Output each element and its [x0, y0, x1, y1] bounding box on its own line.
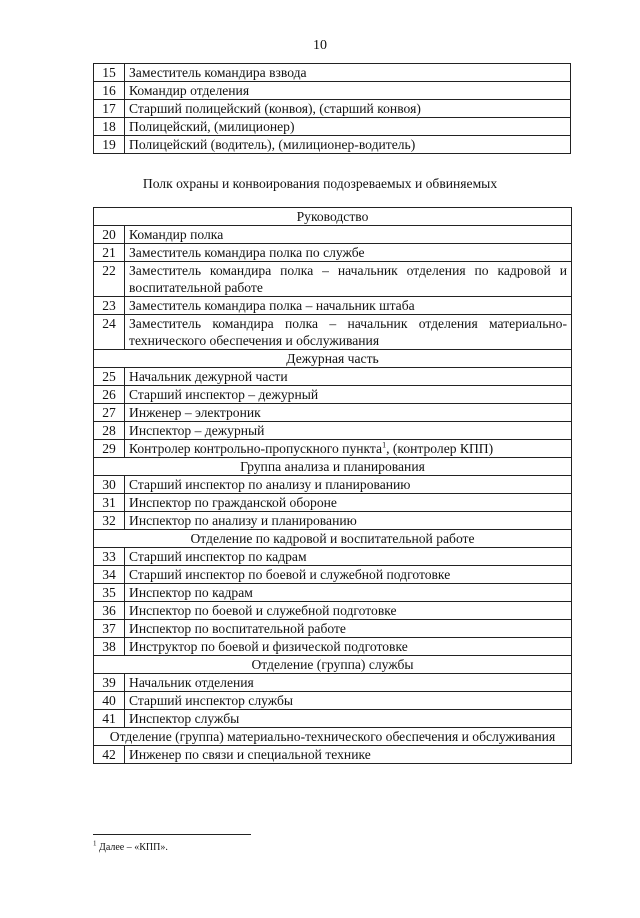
table-row — [94, 566, 572, 584]
section-row — [94, 530, 572, 548]
row-number: 38 — [94, 638, 125, 656]
row-number: 25 — [94, 368, 125, 386]
table-row — [94, 674, 572, 692]
position-title: Старший инспектор по боевой и служебной подготовке — [125, 566, 572, 584]
footnote-mark: 1 — [93, 839, 97, 848]
page-number: 10 — [313, 38, 327, 53]
table-row — [94, 82, 571, 100]
section-title: Группа анализа и планирования — [94, 458, 572, 476]
table-row — [94, 422, 572, 440]
table-row — [94, 368, 572, 386]
table-row — [94, 262, 572, 297]
position-title: Старший инспектор по кадрам — [125, 548, 572, 566]
position-title: Старший инспектор – дежурный — [125, 386, 572, 404]
position-title: Инженер – электроник — [125, 404, 572, 422]
row-number: 26 — [94, 386, 125, 404]
row-number: 41 — [94, 710, 125, 728]
section-row — [94, 350, 572, 368]
table-row — [94, 494, 572, 512]
table-row — [94, 548, 572, 566]
table-row — [94, 315, 572, 350]
position-title: Старший полицейский (конвоя), (старший конвоя) — [125, 100, 571, 118]
table-row — [94, 118, 571, 136]
footnote-text: Далее – «КПП». — [96, 842, 168, 853]
row-number: 34 — [94, 566, 125, 584]
section-title: Дежурная часть — [94, 350, 572, 368]
row-number: 39 — [94, 674, 125, 692]
row-number: 17 — [94, 100, 125, 118]
main-table — [93, 207, 572, 764]
row-number: 16 — [94, 82, 125, 100]
table-row — [94, 440, 572, 458]
section-row — [94, 458, 572, 476]
row-number: 28 — [94, 422, 125, 440]
position-title: Инженер по связи и специальной технике — [125, 746, 572, 764]
section-title: Руководство — [94, 208, 572, 226]
table-row — [94, 710, 572, 728]
table-row — [94, 512, 572, 530]
section-row — [94, 208, 572, 226]
position-title: Начальник дежурной части — [125, 368, 572, 386]
table-row — [94, 620, 572, 638]
row-number: 31 — [94, 494, 125, 512]
table-row — [94, 64, 571, 82]
position-title: Полицейский (водитель), (милиционер-водитель) — [125, 136, 571, 154]
row-number: 27 — [94, 404, 125, 422]
table-row — [94, 692, 572, 710]
row-number: 24 — [94, 315, 125, 350]
top-table — [93, 63, 571, 154]
position-title: Заместитель командира полка – начальник штаба — [125, 297, 572, 315]
position-title: Инспектор по воспитательной работе — [125, 620, 572, 638]
table-row — [94, 244, 572, 262]
section-row — [94, 728, 572, 746]
row-number: 15 — [94, 64, 125, 82]
position-title: Инспектор по боевой и служебной подготовке — [125, 602, 572, 620]
table-row — [94, 386, 572, 404]
position-title: Инструктор по боевой и физической подготовке — [125, 638, 572, 656]
row-number: 40 — [94, 692, 125, 710]
footnote-ref: 1 — [382, 440, 387, 450]
section-title: Отделение (группа) материально-технического обеспечения и обслуживания — [94, 728, 572, 746]
table-row — [94, 100, 571, 118]
table-row — [94, 404, 572, 422]
position-title: Инспектор по анализу и планированию — [125, 512, 572, 530]
position-title: Инспектор по гражданской обороне — [125, 494, 572, 512]
row-number: 19 — [94, 136, 125, 154]
section-title: Отделение (группа) службы — [94, 656, 572, 674]
row-number: 36 — [94, 602, 125, 620]
position-title: Инспектор службы — [125, 710, 572, 728]
row-number: 42 — [94, 746, 125, 764]
section-title: Отделение по кадровой и воспитательной работе — [94, 530, 572, 548]
position-title-text: Контролер контрольно-пропускного пункта — [129, 441, 383, 456]
row-number: 35 — [94, 584, 125, 602]
row-number: 18 — [94, 118, 125, 136]
table-row — [94, 136, 571, 154]
position-title: Инспектор по кадрам — [125, 584, 572, 602]
table-row — [94, 584, 572, 602]
row-number: 32 — [94, 512, 125, 530]
section-heading: Полк охраны и конвоирования подозреваемых и обвиняемых — [142, 176, 498, 191]
position-title — [125, 440, 572, 458]
table-row — [94, 226, 572, 244]
row-number: 30 — [94, 476, 125, 494]
table-row — [94, 297, 572, 315]
section-row — [94, 656, 572, 674]
position-title: Старший инспектор по анализу и планированию — [125, 476, 572, 494]
position-title: Заместитель командира полка – начальник отделения материально-технического обеспечения и обслуживания — [125, 315, 572, 350]
table-row — [94, 638, 572, 656]
position-title: Инспектор – дежурный — [125, 422, 572, 440]
position-title: Заместитель командира полка – начальник отделения по кадровой и воспитательной работе — [125, 262, 572, 297]
row-number: 21 — [94, 244, 125, 262]
position-title: Начальник отделения — [125, 674, 572, 692]
row-number: 29 — [94, 440, 125, 458]
row-number: 23 — [94, 297, 125, 315]
position-title: Старший инспектор службы — [125, 692, 572, 710]
row-number: 37 — [94, 620, 125, 638]
row-number: 20 — [94, 226, 125, 244]
position-title: Заместитель командира полка по службе — [125, 244, 572, 262]
position-title: Заместитель командира взвода — [125, 64, 571, 82]
table-row — [94, 746, 572, 764]
table-row — [94, 602, 572, 620]
position-title: Полицейский, (милиционер) — [125, 118, 571, 136]
position-title: Командир полка — [125, 226, 572, 244]
position-title-suffix: , (контролер КПП) — [386, 441, 494, 456]
footnote — [93, 839, 168, 853]
footnote-divider — [93, 834, 251, 835]
position-title: Командир отделения — [125, 82, 571, 100]
row-number: 22 — [94, 262, 125, 297]
table-row — [94, 476, 572, 494]
row-number: 33 — [94, 548, 125, 566]
